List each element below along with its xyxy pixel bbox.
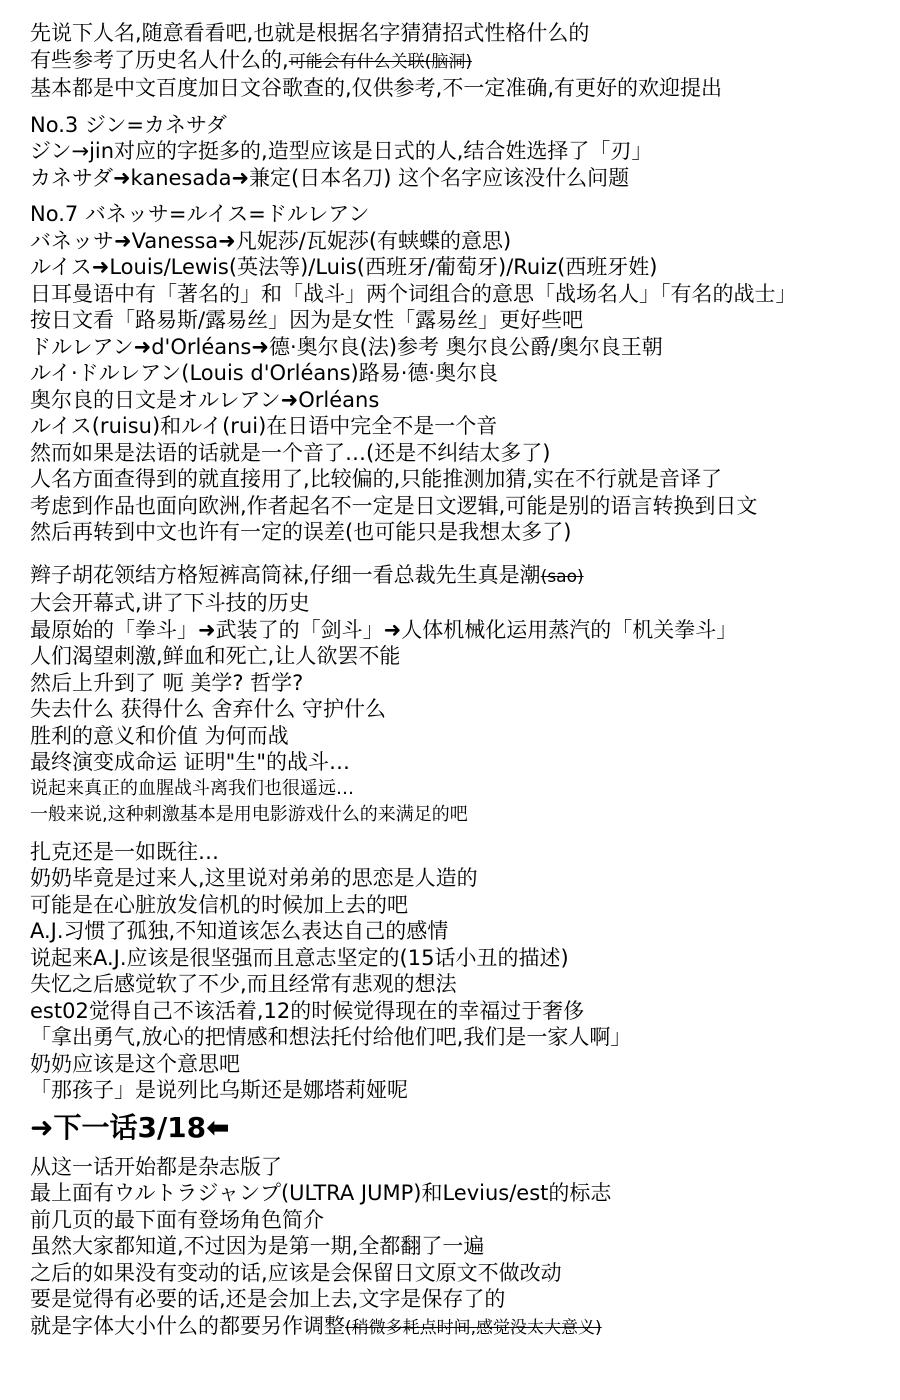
text-line: 然后再转到中文也许有一定的误差(也可能只是我想太多了) (30, 520, 572, 544)
text-line: 可能是在心脏放发信机的时候加上去的吧 (30, 892, 408, 917)
text-line: 人名方面查得到的就直接用了,比较偏的,只能推测加猜,实在不行就是音译了 (30, 467, 723, 491)
text-line: 按日文看「路易斯/露易丝」因为是女性「露易丝」更好些吧 (30, 308, 584, 332)
spacer (30, 546, 900, 562)
text-line: ルイス➜Louis/Lewis(英法等)/Luis(西班牙/葡萄牙)/Ruiz(西班牙姓) (30, 255, 658, 279)
text-line: 基本都是中文百度加日文谷歌查的,仅供参考,不一定准确,有更好的欢迎提出 (30, 76, 723, 100)
text-line: 「那孩子」是说列比乌斯还是娜塔莉娅呢 (30, 1078, 408, 1102)
text-line: 最上面有ウルトラジャンプ(ULTRA JUMP)和Levius/est的标志 (30, 1181, 612, 1205)
text-line: 「拿出勇气,放心的把情感和想法托付给他们吧,我们是一家人啊」 (30, 1025, 632, 1049)
struck-aside: (稍微多耗点时间,感觉没太大意义) (345, 1317, 602, 1338)
spacer (30, 829, 900, 839)
small-text-line: 一般来说,这种刺激基本是用电影游戏什么的来满足的吧 (30, 804, 468, 825)
text-line: 说起来A.J.应该是很坚强而且意志坚定的(15话小丑的描述) (30, 945, 569, 970)
text-line: 扎克还是一如既往… (30, 839, 219, 864)
intro-section (30, 20, 900, 102)
text-line: ジン→jin对应的字挺多的,造型应该是日式的人,结合姓选择了「刃」 (30, 139, 653, 163)
text-line: est02觉得自己不该活着,12的时候觉得现在的幸福过于奢侈 (30, 998, 585, 1023)
text-span: 有些参考了历史名人什么的, (30, 47, 289, 72)
text-line: 最终演变成命运 证明"生"的战斗… (30, 750, 350, 774)
text-line (30, 562, 900, 591)
text-line: 奶奶应该是这个意思吧 (30, 1051, 240, 1076)
text-line: 胜利的意义和价值 为何而战 (30, 723, 289, 748)
section-title: No.7 バネッサ=ルイス=ドルレアン (30, 202, 370, 226)
text-line: 人们渴望刺激,鲜血和死亡,让人欲罢不能 (30, 644, 401, 668)
spacer (30, 102, 900, 112)
text-line: A.J.习惯了孤独,不知道该怎么表达自己的感情 (30, 919, 449, 943)
text-line: 奥尔良的日文是オルレアン➜Orléans (30, 387, 380, 412)
text-line: 大会开幕式,讲了下斗技的历史 (30, 591, 310, 615)
no3-section (30, 112, 900, 192)
text-line (30, 1313, 900, 1342)
text-line: 之后的如果没有变动的话,应该是会保留日文原文不做改动 (30, 1260, 562, 1285)
struck-aside: (sao) (540, 566, 584, 587)
small-text-line: 说起来真正的血腥战斗离我们也很遥远… (30, 777, 354, 799)
no7-section (30, 201, 900, 546)
text-line: ドルレアン➜d'Orléans➜德·奥尔良(法)参考 奥尔良公爵/奥尔良王朝 (30, 334, 663, 359)
text-line: 考虑到作品也面向欧洲,作者起名不一定是日文逻辑,可能是别的语言转换到日文 (30, 493, 758, 518)
story-section (30, 562, 900, 829)
text-line: バネッサ➜Vanessa➜凡妮莎/瓦妮莎(有蛱蝶的意思) (30, 228, 512, 253)
text-line: 然后上升到了 呃 美学? 哲学? (30, 670, 304, 695)
text-line: 从这一话开始都是杂志版了 (30, 1154, 282, 1179)
spacer (30, 191, 900, 201)
next-chapter-heading: ➜下一话3/18⬅ (30, 1110, 230, 1144)
magazine-section (30, 1154, 900, 1342)
text-line: 奶奶毕竟是过来人,这里说对弟弟的思恋是人造的 (30, 866, 478, 890)
text-line (30, 47, 900, 76)
text-line: 最原始的「拳斗」➜武装了的「剑斗」➜人体机械化运用蒸汽的「机关拳斗」 (30, 617, 738, 642)
text-line: 失忆之后感觉软了不少,而且经常有悲观的想法 (30, 972, 457, 996)
text-line: 日耳曼语中有「著名的」和「战斗」两个词组合的意思「战场名人」「有名的战士」 (30, 281, 797, 306)
section-title: No.3 ジン=カネサダ (30, 112, 227, 137)
text-line: 失去什么 获得什么 舍弃什么 守护什么 (30, 697, 387, 721)
text-span: 就是字体大小什么的都要另作调整 (30, 1313, 345, 1338)
text-line: 虽然大家都知道,不过因为是第一期,全都翻了一遍 (30, 1234, 485, 1258)
text-span: 辫子胡花领结方格短裤高筒袜,仔细一看总裁先生真是潮 (30, 562, 541, 587)
text-line: 先说下人名,随意看看吧,也就是根据名字猜猜招式性格什么的 (30, 21, 590, 45)
text-line: ルイ·ドルレアン(Louis d'Orléans)路易·德·奥尔良 (30, 361, 499, 385)
text-line: ルイス(ruisu)和ルイ(rui)在日语中完全不是一个音 (30, 414, 498, 438)
text-line: 然而如果是法语的话就是一个音了…(还是不纠结太多了) (30, 440, 551, 465)
struck-aside: 可能会有什么关联(脑洞) (288, 51, 472, 72)
text-line: カネサダ➜kanesada➜兼定(日本名刀) 这个名字应该没什么问题 (30, 165, 630, 190)
text-line: 要是觉得有必要的话,还是会加上去,文字是保存了的 (30, 1287, 506, 1311)
zack-section (30, 839, 900, 1104)
text-line: 前几页的最下面有登场角色简介 (30, 1207, 324, 1232)
